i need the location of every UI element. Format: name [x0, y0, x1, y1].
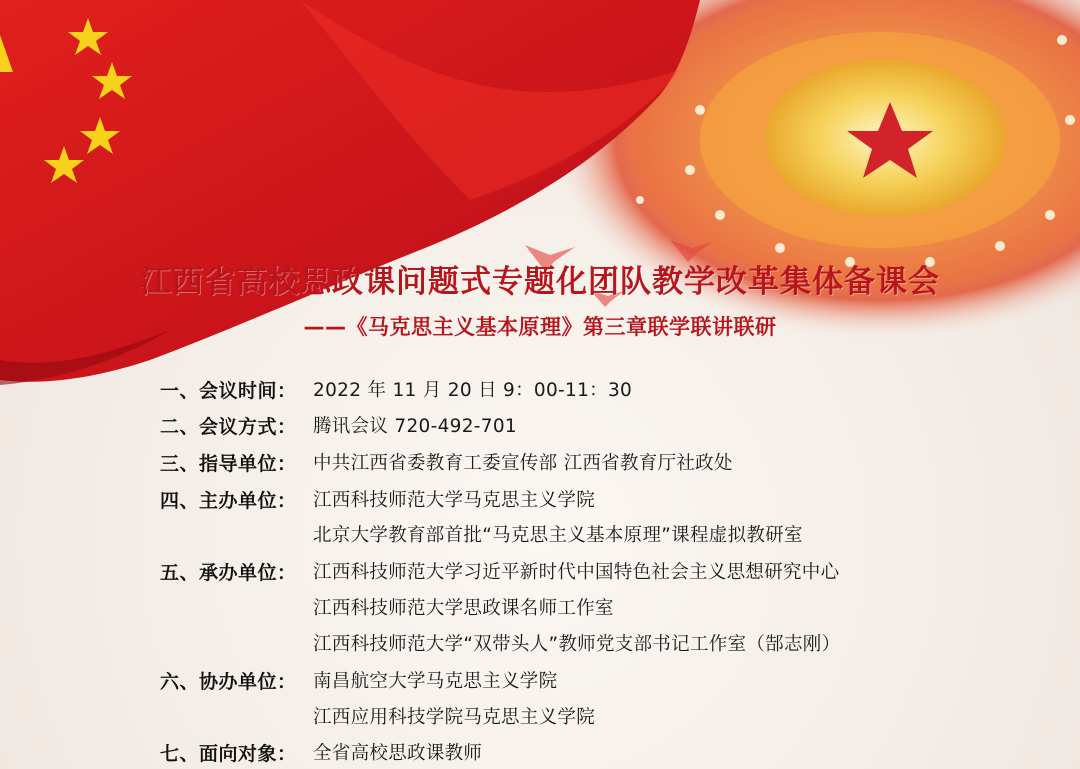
info-value: 江西科技师范大学习近平新时代中国特色社会主义思想研究中心 — [313, 562, 840, 583]
info-value: 中共江西省委教育工委宣传部 江西省教育厅社政处 — [313, 453, 733, 474]
info-label: 四、主办单位： — [160, 490, 297, 512]
info-label: 一、会议时间： — [160, 380, 297, 402]
info-label: 六、协办单位： — [160, 671, 297, 693]
info-value: 北京大学教育部首批“马克思主义基本原理”课程虚拟教研室 — [313, 525, 803, 546]
info-value: 江西科技师范大学马克思主义学院 — [313, 490, 596, 511]
info-label: 三、指导单位： — [160, 453, 297, 475]
info-label: 五、承办单位： — [160, 562, 297, 584]
info-value: 腾讯会议 720-492-701 — [313, 416, 517, 437]
info-label: 七、面向对象： — [160, 743, 297, 765]
poster-subtitle: ——《马克思主义基本原理》第三章联学联讲联研 — [303, 315, 777, 339]
info-value: 江西科技师范大学“双带头人”教师党支部书记工作室（郜志刚） — [313, 634, 841, 655]
info-value: 江西应用科技学院马克思主义学院 — [313, 707, 596, 728]
info-value: 全省高校思政课教师 — [313, 743, 483, 764]
info-value: 2022 年 11 月 20 日 9：00-11：30 — [313, 380, 633, 401]
poster-title: 江西省高校思政课问题式专题化团队教学改革集体备课会 — [140, 264, 940, 300]
info-label: 二、会议方式： — [160, 416, 297, 438]
info-value: 南昌航空大学马克思主义学院 — [313, 671, 558, 692]
info-value: 江西科技师范大学思政课名师工作室 — [313, 598, 614, 619]
